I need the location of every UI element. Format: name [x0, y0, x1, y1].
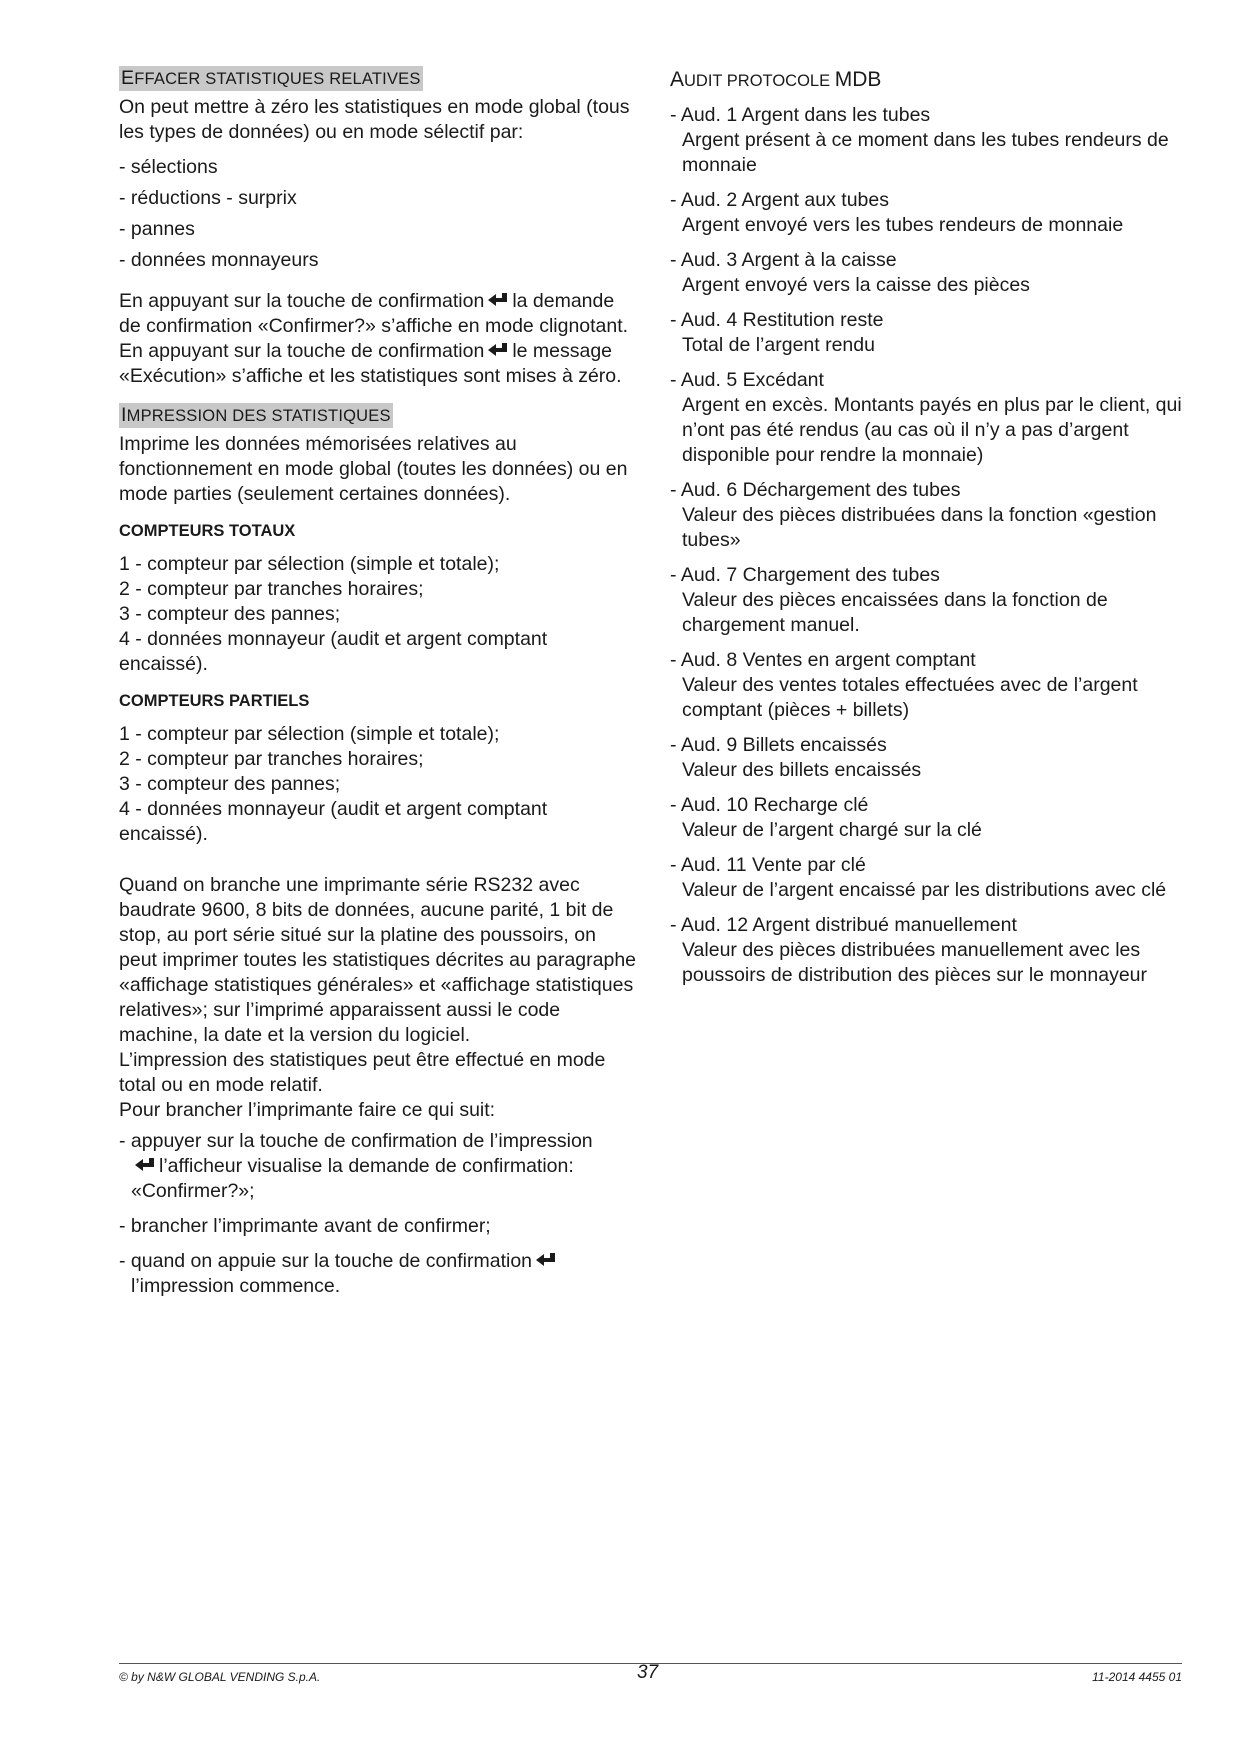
enter-key-icon	[487, 342, 509, 360]
totals-heading: COMPTEURS TOTAUX	[119, 522, 296, 540]
audit-title: - Aud. 7 Chargement des tubes	[670, 564, 940, 586]
list-item: 4 - données monnayeur (audit et argent comptant encaissé).	[119, 628, 548, 675]
audit-description: Argent envoyé vers la caisse des pièces	[682, 274, 1030, 296]
partials-list	[119, 722, 639, 847]
audit-item	[670, 733, 1190, 783]
list-item: 1 - compteur par sélection (simple et totale);	[119, 723, 500, 745]
left-column	[119, 66, 639, 1305]
print-intro: Imprime les données mémorisées relatives au fonctionnement en mode global (toutes les données) ou en mode parties (seulement certaines données).	[119, 433, 628, 505]
audit-item	[670, 248, 1190, 298]
audit-description: Argent présent à ce moment dans les tubes rendeurs de monnaie	[682, 129, 1169, 176]
enter-key-icon	[487, 292, 509, 310]
printer-paragraph: Quand on branche une imprimante série RS232 avec baudrate 9600, 8 bits de données, aucune parité, 1 bit de stop, au port série situé sur la platine des poussoirs, on peut imprimer toutes les statistiques décrites au paragraphe «affichage statistiques générales» et «affichage statistiques relatives»; sur l’imprimé apparaissent aussi le code machine, la date et la version du logiciel.	[119, 874, 637, 1046]
section-heading-erase: EFFACER STATISTIQUES RELATIVES	[121, 67, 421, 89]
audit-item	[670, 103, 1190, 178]
printer-paragraph-3: Pour brancher l’imprimante faire ce qui suit:	[119, 1099, 496, 1121]
footer-doc-ref: 11-2014 4455 01	[1092, 1670, 1182, 1684]
list-item: - pannes	[119, 218, 195, 240]
list-item: - réductions - surprix	[119, 187, 297, 209]
erase-paragraph-1: En appuyant sur la touche de confirmation la demande de confirmation «Confirmer?» s’affiche en mode clignotant.	[119, 290, 629, 337]
audit-item	[670, 913, 1190, 988]
audit-item	[670, 563, 1190, 638]
audit-title: - Aud. 3 Argent à la caisse	[670, 249, 897, 271]
audit-title: - Aud. 2 Argent aux tubes	[670, 189, 889, 211]
audit-title: - Aud. 10 Recharge clé	[670, 794, 869, 816]
enter-key-icon	[134, 1157, 156, 1175]
enter-key-icon	[535, 1252, 557, 1270]
printer-step-3: - quand on appuie sur la touche de confirmation l’impression commence.	[119, 1249, 639, 1299]
audit-description: Argent envoyé vers les tubes rendeurs de monnaie	[682, 214, 1124, 236]
list-item: 3 - compteur des pannes;	[119, 603, 341, 625]
printer-paragraph-2: L’impression des statistiques peut être effectué en mode total ou en mode relatif.	[119, 1049, 606, 1096]
list-item: 3 - compteur des pannes;	[119, 773, 341, 795]
audit-item	[670, 188, 1190, 238]
audit-title: - Aud. 6 Déchargement des tubes	[670, 479, 961, 501]
section-heading-audit: AUDIT PROTOCOLE MDB	[670, 68, 882, 91]
printer-step-1: - appuyer sur la touche de confirmation de l’impression l’afficheur visualise la demande de confirmation: «Confirmer?»;	[119, 1130, 593, 1202]
audit-description: Valeur des pièces distribuées manuellement avec les poussoirs de distribution des pièces sur le monnayeur	[682, 939, 1148, 986]
audit-title: - Aud. 4 Restitution reste	[670, 309, 884, 331]
list-item: - sélections	[119, 156, 218, 178]
audit-item	[670, 368, 1190, 468]
footer-copyright: © by N&W GLOBAL VENDING S.p.A.	[119, 1670, 321, 1684]
audit-description: Valeur de l’argent encaissé par les distributions avec clé	[682, 879, 1167, 901]
erase-intro: On peut mettre à zéro les statistiques en mode global (tous les types de données) ou en mode sélectif par:	[119, 96, 630, 143]
partials-heading: COMPTEURS PARTIELS	[119, 692, 310, 710]
audit-item	[670, 308, 1190, 358]
audit-item	[670, 478, 1190, 553]
audit-item	[670, 648, 1190, 723]
audit-description: Valeur des ventes totales effectuées avec de l’argent comptant (pièces + billets)	[682, 674, 1138, 721]
audit-title: - Aud. 1 Argent dans les tubes	[670, 104, 931, 126]
audit-title: - Aud. 9 Billets encaissés	[670, 734, 887, 756]
right-column	[670, 66, 1190, 998]
erase-paragraph-2: En appuyant sur la touche de confirmation le message «Exécution» s’affiche et les statistiques sont mises à zéro.	[119, 340, 622, 387]
list-item: 4 - données monnayeur (audit et argent comptant encaissé).	[119, 798, 548, 845]
list-item: 2 - compteur par tranches horaires;	[119, 578, 424, 600]
printer-step-2: - brancher l’imprimante avant de confirmer;	[119, 1215, 491, 1237]
page-number: 37	[637, 1662, 659, 1683]
audit-title: - Aud. 11 Vente par clé	[670, 854, 866, 876]
audit-description: Valeur des billets encaissés	[682, 759, 922, 781]
audit-description: Valeur des pièces encaissées dans la fonction de chargement manuel.	[682, 589, 1108, 636]
audit-description: Argent en excès. Montants payés en plus par le client, qui n’ont pas été rendus (au cas où il n’y a pas d’argent disponible pour rendre la monnaie)	[682, 394, 1182, 466]
audit-description: Valeur de l’argent chargé sur la clé	[682, 819, 982, 841]
audit-item	[670, 793, 1190, 843]
audit-title: - Aud. 5 Excédant	[670, 369, 824, 391]
list-item: 1 - compteur par sélection (simple et totale);	[119, 553, 500, 575]
audit-title: - Aud. 12 Argent distribué manuellement	[670, 914, 1017, 936]
totals-list	[119, 552, 639, 677]
erase-list	[119, 155, 639, 273]
audit-item	[670, 853, 1190, 903]
list-item: 2 - compteur par tranches horaires;	[119, 748, 424, 770]
audit-title: - Aud. 8 Ventes en argent comptant	[670, 649, 976, 671]
audit-description: Valeur des pièces distribuées dans la fonction «gestion tubes»	[682, 504, 1157, 551]
audit-description: Total de l’argent rendu	[682, 334, 875, 356]
section-heading-print: IMPRESSION DES STATISTIQUES	[121, 404, 391, 426]
audit-list	[670, 103, 1190, 988]
list-item: - données monnayeurs	[119, 249, 319, 271]
